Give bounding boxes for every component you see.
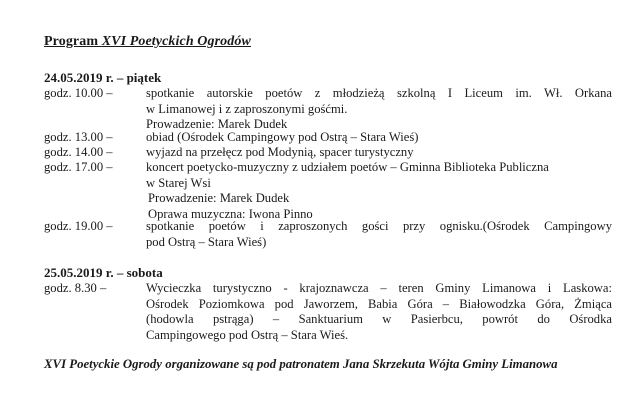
title-italic: XVI Poetyckich Ogrodów <box>101 34 251 49</box>
event-line: Prowadzenie: Marek Dudek <box>146 117 288 132</box>
event-time: godz. 13.00 – <box>44 130 113 144</box>
event-line: Oprawa muzyczna: Iwona Pinno <box>148 206 313 221</box>
event-line: Ośrodek Poziomkowa pod Jaworzem, Babia Góra – Białowodzka Góra, Żmiąca <box>146 296 612 311</box>
event-line: pod Ostrą – Stara Wieś) <box>146 234 267 249</box>
event-line: w Starej Wsi <box>146 175 211 190</box>
event-time: godz. 8.30 – <box>44 281 107 295</box>
patronage-footer: XVI Poetyckie Ogrody organizowane są pod patronatem Jana Skrzekuta Wójta Gminy Limanowa <box>44 357 558 371</box>
event-line: spotkanie autorskie poetów z młodzieżą szkolną I Liceum im. Wł. Orkana <box>146 86 612 100</box>
day-heading-saturday: 25.05.2019 r. – sobota <box>44 265 163 280</box>
event-description <box>146 86 612 133</box>
event-description <box>146 219 612 250</box>
event-line: spotkanie poetów i zaproszonych gości przy ognisku.(Ośrodek Campingowy <box>146 219 612 233</box>
event-line: wyjazd na przełęcz pod Modynią, spacer turystyczny <box>146 145 414 159</box>
event-time: godz. 10.00 – <box>44 86 113 100</box>
event-line: (hodowla pstrąga) – Sanktuarium w Pasierbcu, powrót do Ośrodka <box>146 312 612 327</box>
day-heading-friday: 24.05.2019 r. – piątek <box>44 70 162 85</box>
event-time: godz. 14.00 – <box>44 145 113 159</box>
event-description <box>146 145 612 161</box>
event-line: koncert poetycko-muzyczny z udziałem poetów – Gminna Biblioteka Publiczna <box>146 160 549 174</box>
event-line: obiad (Ośrodek Campingowy pod Ostrą – Stara Wieś) <box>146 130 419 144</box>
title-prefix: Program <box>44 34 102 49</box>
event-time: godz. 19.00 – <box>44 219 113 233</box>
event-line: Prowadzenie: Marek Dudek <box>148 191 290 206</box>
event-description <box>146 160 612 222</box>
event-line: Campingowego pod Ostrą – Stara Wieś. <box>146 327 349 342</box>
event-description <box>146 130 612 146</box>
event-line: Wycieczka turystyczno - krajoznawcza – teren Gminy Limanowa i Laskowa: <box>146 281 612 295</box>
event-description <box>146 281 612 343</box>
program-title <box>44 34 251 50</box>
event-line: w Limanowej i z zaproszonymi gośćmi. <box>146 101 348 116</box>
event-time: godz. 17.00 – <box>44 160 113 174</box>
